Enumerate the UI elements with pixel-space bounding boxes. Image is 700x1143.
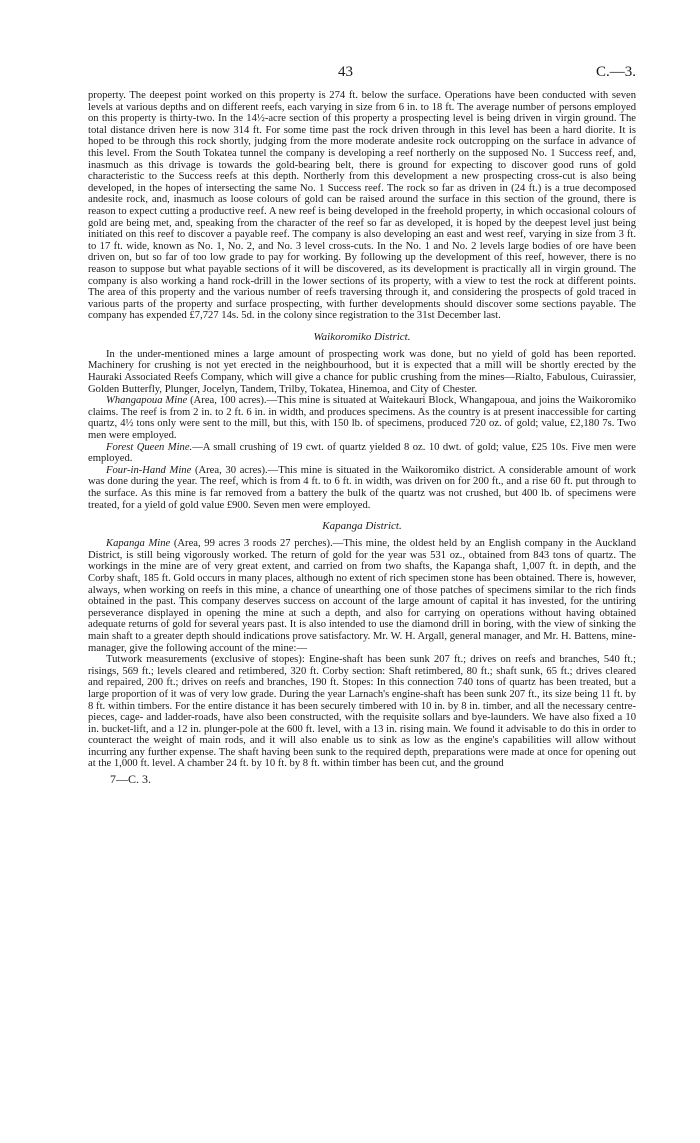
- forest-queen-text: —A small crushing of 19 cwt. of quartz yielded 8 oz. 10 dwt. of gold; value, £25 10s. Five men were employed.: [88, 441, 636, 465]
- body-text: [88, 90, 636, 786]
- page-header: [88, 62, 636, 90]
- four-in-hand-text: (Area, 30 acres).—This mine is situated in the Waikoromiko district. A considerable amount of work was done during the year. The reef, which is from 4 ft. to 6 ft. in width, was driven on for 200 ft., and a rise 60 ft. put through to the surface. As this mine is far removed from a battery the bulk of the quartz was not crushed, but 400 lb. of specimens were treated, for a yield of gold value £900. Seven men were employed.: [88, 464, 637, 511]
- forest-queen-paragraph: [88, 442, 636, 465]
- whangapoua-lead: Whangapoua Mine: [106, 395, 188, 407]
- forest-queen-lead: Forest Queen Mine.: [106, 441, 193, 453]
- waikoromiko-intro-paragraph: In the under-mentioned mines a large amount of prospecting work was done, but no yield of gold has been reported. Machinery for crushing is not yet erected in the neighbourhood, but it is expected that a mill will be shortly erected by the Hauraki Associated Reefs Company, which will give a chance for public crushing from the mines—Rialto, Fabulous, Cuirassier, Golden Butterfly, Plunger, Jocelyn, Tandem, Trilby, Tokatea, Hinemoa, and City of Chester.: [88, 348, 636, 395]
- four-in-hand-paragraph: [88, 465, 636, 511]
- kapanga-mine-paragraph: [88, 538, 636, 654]
- page-number: 43: [338, 64, 353, 80]
- signature-mark: 7—C. 3.: [110, 772, 152, 787]
- kapanga-mine-text: (Area, 99 acres 3 roods 27 perches).—This mine, the oldest held by an English company in the Auckland District, is still being vigorously worked. The return of gold for the year was 531 oz., obtained from 843 tons of quartz. The workings in the mine are of very great extent, and carried on from two shafts, the Kapanga shaft, 1,007 ft. in depth, and the Corby shaft, 185 ft. Gold occurs in many places, although no extent of rich specimen stone has been obtained. There is, however, always, when working on reefs in this mine, a chance of unearthing one of those patches of specimens similar to the rich finds obtained in the past. This company deserves success on account of the large amount of capital it has invested, for the untiring perseverance displayed in opening the mine at such a depth, and also for carrying on operations without having obtained adequate returns of gold for several years past. It is also intended to use the diamond drill in boring, with the view of sinking the main shaft to a greater depth should indications prove satisfactory. Mr. W. H. Argall, general manager, and Mr. H. Battens, mine-manager, give the following account of the mine:—: [88, 538, 637, 654]
- four-in-hand-lead: Four-in-Hand Mine: [106, 464, 192, 476]
- kapanga-heading: Kapanga District.: [322, 520, 402, 533]
- whangapoua-text: (Area, 100 acres).—This mine is situated at Waitekauri Block, Whangapoua, and joins the Waikoromiko claims. The reef is from 2 in. to 2 ft. 6 in. in width, and produces specimens. As the country is at present inaccessible for carting quartz, 4½ tons only were sent to the mill, but this, with 150 lb. of specimens, produced 720 oz. of gold; value, £2,180 7s. Two men were employed.: [88, 395, 636, 442]
- intro-paragraph: property. The deepest point worked on this property is 274 ft. below the surface. Operations have been conducted with seven levels at various depths and on different reefs, each varying in size from 6 in. to 18 ft. The average number of persons employed on this property is thirty-two. In the 14½-acre section of this property a prospecting level is being driven in virgin ground. The total distance driven here is now 314 ft. For some time past the rock driven through in this level has been a hard diorite. It is hoped to be through this rock shortly, judging from the more moderate andesite rock outcropping on the surface in advance of this level. From the South Tokatea tunnel the company is developing a reef northerly on the supposed No. 1 Success reef, and, inasmuch as this drivage is towards the gold-bearing belt, there is ground for expecting to discover good runs of gold characteristic to the Success reefs at this depth. Northerly from this development a new prospecting cross-cut is also being developed, in the hopes of intersecting the same No. 1 Success reef. The rock so far as driven in (24 ft.) is a true decomposed andesite rock, and, inasmuch as loose colours of gold can be raised around the surface in this section of the ground, there is reason to expect cutting a productive reef. A new reef is being developed in the freehold property, in which occasional colours of gold are being met, and, speaking from the character of the reef so far as developed, it is hoped by the deepest level just being initiated on this reef to discover a payable reef. The company is also developing an east and west reef, varying in size from 3 ft. to 17 ft. wide, known as No. 1, No. 2, and No. 3 level cross-cuts. In the No. 1 and No. 2 levels large bodies of ore have been driven on, but so far of too low grade to pay for working. By following up the development of this reef, however, there is no reason to suppose but what payable sections of it will be discovered, as its development is practically all in virgin ground. The company is also working a hand rock-drill in the lower sections of its property, with a view to test the rock at different points. The area of this property and the various number of reefs traversing through it, and considering the prospects of gold traced in various parts of the property and surface prospecting, with further developments should discover some sections payable. The company has expended £7,727 14s. 5d. in the colony since registration to the 31st December last.: [88, 90, 636, 322]
- document-reference: C.—3.: [595, 64, 636, 80]
- waikoromiko-heading: Waikoromiko District.: [313, 330, 411, 343]
- whangapoua-paragraph: [88, 395, 636, 441]
- tutwork-paragraph: Tutwork measurements (exclusive of stopes): Engine-shaft has been sunk 207 ft.; drives on reefs and branches, 540 ft.; risings, 569 ft.; levels cleared and retimbered, 320 ft. Corby section: Shaft retimbered, 80 ft.; shaft sunk, 65 ft.; drives cleared and repaired, 200 ft.; drives on reefs and branches, 190 ft. Stopes: In this connection 740 tons of quartz has been treated, but a large proportion of it was of very low grade. During the year Larnach's engine-shaft has been sunk 207 ft., its size being 11 ft. by 8 ft. within timbers. For the entire distance it has been securely timbered with 10 in. by 8 in. timber, and all the necessary centre-pieces, cage- and ladder-roads, have also been constructed, with the requisite sollars and bye-launders. We have also fixed a 10 in. bucket-lift, and a 12 in. plunger-pole at the 600 ft. level, with a 13 in. rising main. We found it advisable to do this in order to counteract the weight of main rods, and it will also enable us to sink as low as the engine's capabilities will allow without incurring any further expense. The shaft having been sunk to the required depth, preparations were made at once for opening out at the 1,000 ft. level. A chamber 24 ft. by 10 ft. by 8 ft. within timber has been cut, and the ground: [88, 654, 636, 770]
- document-page: [88, 62, 636, 786]
- kapanga-mine-lead: Kapanga Mine: [106, 538, 171, 550]
